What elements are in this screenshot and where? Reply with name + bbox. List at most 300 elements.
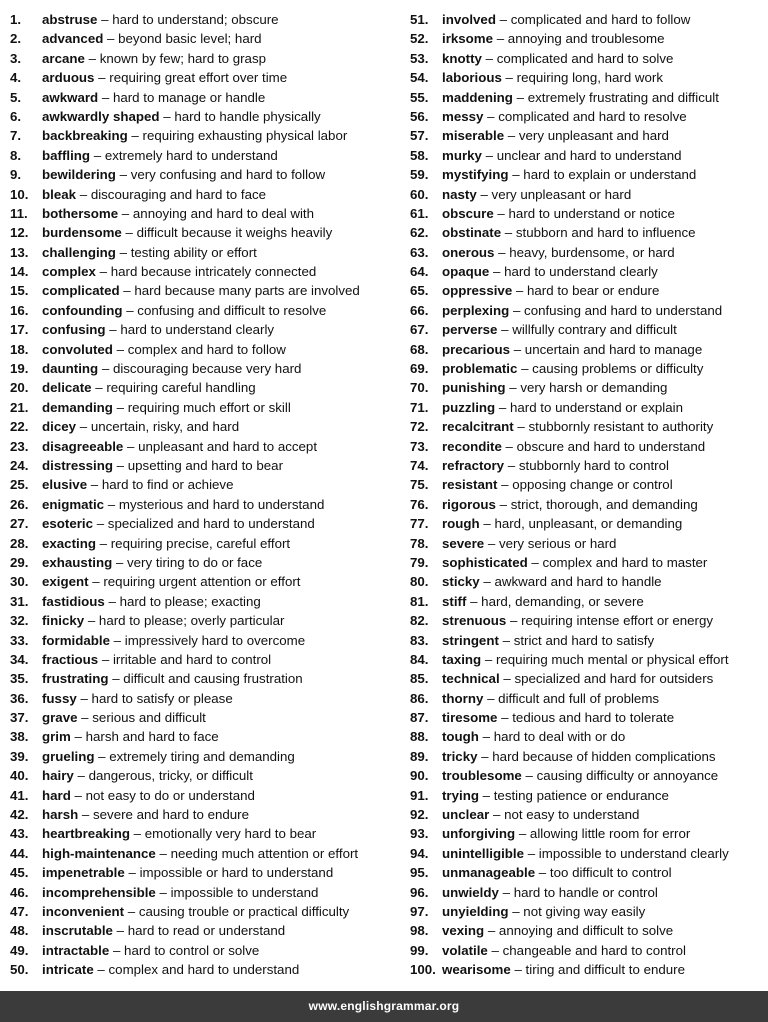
item-separator: –: [97, 12, 113, 27]
list-item: [410, 553, 762, 572]
item-number: 65.: [410, 283, 429, 299]
list-item: [10, 689, 402, 708]
item-number: 55.: [410, 89, 429, 105]
item-separator: –: [505, 380, 521, 396]
item-definition: testing patience or endurance: [493, 787, 669, 803]
list-item: [10, 320, 402, 339]
item-word: baffling: [42, 147, 91, 163]
list-item: [410, 960, 762, 979]
item-definition: requiring much effort or skill: [127, 399, 291, 415]
list-item: [10, 921, 402, 940]
item-separator: –: [76, 419, 91, 435]
item-number: 100.: [410, 962, 436, 978]
item-number: 35.: [10, 671, 29, 687]
word-list-column-left: [10, 10, 402, 980]
item-word: exacting: [42, 535, 96, 551]
item-word: opaque: [442, 264, 490, 280]
item-number: 80.: [410, 574, 429, 590]
item-separator: –: [159, 108, 175, 124]
item-definition: emotionally very hard to bear: [144, 826, 317, 842]
list-item: [10, 669, 402, 688]
item-separator: –: [112, 457, 128, 473]
item-definition: causing problems or difficulty: [532, 361, 704, 377]
item-definition: hard to deal with or do: [493, 729, 626, 745]
item-word: convoluted: [42, 341, 113, 357]
item-word: intricate: [42, 962, 94, 978]
item-definition: tiring and difficult to endure: [525, 962, 685, 978]
item-definition: hard to manage or handle: [112, 89, 266, 105]
item-definition: stubbornly hard to control: [518, 457, 669, 473]
item-number: 95.: [410, 865, 429, 881]
list-item: [410, 417, 762, 436]
item-number: 99.: [410, 942, 429, 958]
list-item: [10, 243, 402, 262]
list-item: [410, 824, 762, 843]
list-item: [410, 592, 762, 611]
item-word: resistant: [442, 477, 498, 493]
item-word: involved: [442, 12, 496, 27]
item-definition: requiring great effort over time: [109, 70, 288, 86]
list-item: [410, 262, 762, 281]
list-item: [410, 398, 762, 417]
item-word: rough: [442, 516, 480, 532]
item-definition: irritable and hard to control: [112, 651, 272, 667]
list-item: [10, 727, 402, 746]
item-word: mystifying: [442, 167, 509, 183]
item-word: thorny: [442, 690, 484, 706]
item-definition: extremely frustrating and difficult: [527, 89, 719, 105]
item-separator: –: [112, 554, 127, 570]
list-item: [410, 126, 762, 145]
list-item: [410, 10, 762, 29]
item-definition: hard to find or achieve: [101, 477, 234, 493]
item-number: 61.: [410, 205, 429, 221]
item-number: 3.: [10, 50, 22, 66]
item-separator: –: [129, 826, 145, 842]
list-item: [10, 824, 402, 843]
item-word: incomprehensible: [42, 884, 156, 900]
item-word: challenging: [42, 244, 116, 260]
item-separator: –: [495, 496, 511, 512]
item-word: fastidious: [42, 593, 105, 609]
item-number: 20.: [10, 380, 29, 396]
list-item: [10, 475, 402, 494]
item-separator: –: [98, 651, 113, 667]
item-definition: annoying and hard to deal with: [132, 205, 315, 221]
item-word: backbreaking: [42, 128, 128, 144]
item-definition: hard to bear or endure: [527, 283, 660, 299]
item-separator: –: [481, 147, 497, 163]
list-item: [10, 378, 402, 397]
list-item: [10, 340, 402, 359]
item-definition: hard because many parts are involved: [134, 283, 360, 299]
item-number: 38.: [10, 729, 29, 745]
item-separator: –: [483, 108, 499, 124]
list-item: [410, 669, 762, 688]
item-definition: uncertain, risky, and hard: [90, 419, 240, 435]
item-word: grueling: [42, 748, 95, 764]
item-word: obscure: [442, 205, 494, 221]
item-number: 36.: [10, 690, 29, 706]
item-word: formidable: [42, 632, 110, 648]
item-number: 91.: [410, 787, 429, 803]
item-definition: specialized and hard to understand: [107, 516, 315, 532]
item-separator: –: [95, 535, 111, 551]
item-number: 8.: [10, 147, 22, 163]
item-definition: hard because intricately connected: [110, 264, 317, 280]
item-word: recondite: [442, 438, 502, 454]
list-item: [10, 185, 402, 204]
item-definition: very confusing and hard to follow: [130, 167, 326, 183]
item-number: 26.: [10, 496, 29, 512]
item-separator: –: [115, 167, 131, 183]
list-item: [10, 49, 402, 68]
item-definition: hard to satisfy or please: [91, 690, 233, 706]
item-number: 21.: [10, 399, 29, 415]
list-item: [410, 786, 762, 805]
item-number: 50.: [10, 962, 29, 978]
list-item: [10, 68, 402, 87]
item-word: abstruse: [42, 12, 98, 27]
item-separator: –: [76, 690, 92, 706]
item-separator: –: [155, 884, 171, 900]
item-separator: –: [487, 942, 503, 958]
item-definition: hard to read or understand: [127, 923, 286, 939]
item-number: 48.: [10, 923, 29, 939]
item-number: 37.: [10, 710, 29, 726]
list-item: [10, 883, 402, 902]
item-separator: –: [118, 205, 133, 221]
list-item: [10, 437, 402, 456]
item-number: 31.: [10, 593, 29, 609]
item-definition: difficult and full of problems: [498, 690, 660, 706]
item-definition: extremely hard to understand: [104, 147, 278, 163]
item-separator: –: [535, 865, 550, 881]
item-number: 84.: [410, 651, 429, 667]
item-number: 92.: [410, 807, 429, 823]
item-number: 47.: [10, 903, 29, 919]
list-item: [10, 107, 402, 126]
item-separator: –: [506, 613, 522, 629]
item-separator: –: [104, 496, 119, 512]
list-item: [10, 650, 402, 669]
list-item: [10, 553, 402, 572]
item-number: 29.: [10, 554, 29, 570]
item-number: 49.: [10, 942, 29, 958]
item-separator: –: [70, 729, 86, 745]
list-item: [410, 301, 762, 320]
item-word: impenetrable: [42, 865, 125, 881]
item-number: 42.: [10, 807, 29, 823]
item-separator: –: [489, 807, 505, 823]
item-number: 33.: [10, 632, 29, 648]
item-separator: –: [93, 962, 109, 978]
item-definition: unpleasant and hard to accept: [138, 438, 318, 454]
item-word: tiresome: [442, 710, 498, 726]
footer-bar: [0, 991, 768, 1022]
item-separator: –: [513, 419, 529, 435]
item-number: 85.: [410, 671, 429, 687]
item-number: 82.: [410, 613, 429, 629]
item-definition: obscure and hard to understand: [516, 438, 706, 454]
item-separator: –: [504, 128, 519, 144]
item-definition: hard to please; exacting: [119, 593, 261, 609]
item-number: 44.: [10, 845, 29, 861]
list-item: [10, 495, 402, 514]
list-item: [410, 456, 762, 475]
item-word: delicate: [42, 380, 92, 396]
list-item: [10, 766, 402, 785]
item-number: 11.: [10, 205, 28, 221]
item-word: esoteric: [42, 516, 93, 532]
list-item: [10, 534, 402, 553]
item-separator: –: [504, 457, 519, 473]
list-item: [10, 456, 402, 475]
item-definition: requiring intense effort or energy: [521, 613, 714, 629]
item-word: unforgiving: [442, 826, 516, 842]
item-word: taxing: [442, 651, 482, 667]
item-word: irksome: [442, 31, 493, 47]
item-word: dicey: [42, 419, 77, 435]
item-word: disagreeable: [42, 438, 124, 454]
item-definition: hard to handle physically: [174, 108, 321, 124]
item-word: rigorous: [442, 496, 496, 512]
item-definition: complicated and hard to resolve: [498, 108, 687, 124]
item-separator: –: [497, 477, 513, 493]
item-definition: complicated and hard to follow: [510, 12, 691, 27]
item-separator: –: [94, 70, 110, 86]
item-separator: –: [103, 31, 119, 47]
item-separator: –: [495, 12, 511, 27]
item-word: wearisome: [442, 962, 511, 978]
item-number: 79.: [410, 554, 429, 570]
list-item: [410, 146, 762, 165]
item-word: elusive: [42, 477, 88, 493]
item-definition: hard, unpleasant, or demanding: [494, 516, 683, 532]
item-separator: –: [90, 147, 105, 163]
item-number: 6.: [10, 108, 22, 124]
item-definition: confusing and difficult to resolve: [137, 302, 327, 318]
item-separator: –: [498, 884, 514, 900]
item-number: 10.: [10, 186, 29, 202]
item-word: enigmatic: [42, 496, 105, 512]
item-separator: –: [508, 167, 524, 183]
item-word: hard: [42, 787, 71, 803]
list-item: [410, 359, 762, 378]
item-definition: discouraging because very hard: [112, 361, 302, 377]
item-separator: –: [527, 554, 543, 570]
item-definition: dangerous, tricky, or difficult: [88, 768, 253, 784]
item-definition: hard to understand clearly: [504, 264, 658, 280]
item-word: laborious: [442, 70, 502, 86]
item-separator: –: [112, 341, 128, 357]
item-definition: requiring precise, careful effort: [110, 535, 291, 551]
list-item: [410, 844, 762, 863]
list-item: [10, 786, 402, 805]
item-separator: –: [501, 225, 516, 241]
item-separator: –: [501, 70, 517, 86]
item-definition: hard to control or solve: [124, 942, 260, 958]
item-separator: –: [484, 535, 499, 551]
item-separator: –: [509, 302, 525, 318]
list-item: [410, 107, 762, 126]
item-separator: –: [479, 574, 495, 590]
item-definition: annoying and troublesome: [507, 31, 665, 47]
item-separator: –: [479, 516, 495, 532]
item-word: vexing: [442, 923, 485, 939]
list-item: [410, 611, 762, 630]
item-separator: –: [517, 361, 533, 377]
list-item: [410, 49, 762, 68]
item-separator: –: [524, 845, 539, 861]
item-definition: stubbornly resistant to authority: [528, 419, 714, 435]
item-word: distressing: [42, 457, 113, 473]
item-definition: confusing and hard to understand: [524, 302, 723, 318]
list-item: [410, 921, 762, 940]
item-definition: specialized and hard for outsiders: [514, 671, 714, 687]
item-separator: –: [478, 729, 494, 745]
item-definition: known by few; hard to grasp: [99, 50, 266, 66]
item-number: 32.: [10, 613, 29, 629]
item-number: 57.: [410, 128, 429, 144]
list-item: [10, 223, 402, 242]
item-number: 72.: [410, 419, 429, 435]
item-number: 51.: [410, 12, 429, 27]
item-definition: allowing little room for error: [529, 826, 691, 842]
item-number: 27.: [10, 516, 29, 532]
item-number: 2.: [10, 31, 22, 47]
item-number: 70.: [410, 380, 429, 396]
item-word: maddening: [442, 89, 513, 105]
list-item: [10, 611, 402, 630]
item-separator: –: [489, 264, 505, 280]
list-item: [410, 514, 762, 533]
item-number: 78.: [410, 535, 429, 551]
item-word: finicky: [42, 613, 85, 629]
item-definition: upsetting and hard to bear: [127, 457, 283, 473]
item-number: 1.: [10, 12, 22, 27]
item-definition: awkward and hard to handle: [494, 574, 662, 590]
item-word: strenuous: [442, 613, 507, 629]
item-word: oppressive: [442, 283, 513, 299]
item-definition: complicated and hard to solve: [496, 50, 674, 66]
item-number: 17.: [10, 322, 29, 338]
list-item: [410, 495, 762, 514]
item-separator: –: [94, 748, 110, 764]
item-word: unclear: [442, 807, 490, 823]
item-definition: testing ability or effort: [130, 244, 257, 260]
item-number: 69.: [410, 361, 429, 377]
item-definition: stubborn and hard to influence: [515, 225, 696, 241]
item-definition: complex and hard to understand: [108, 962, 300, 978]
item-word: severe: [442, 535, 485, 551]
item-number: 90.: [410, 768, 429, 784]
item-definition: requiring exhausting physical labor: [142, 128, 348, 144]
item-definition: harsh and hard to face: [85, 729, 219, 745]
list-item: [410, 340, 762, 359]
item-number: 64.: [410, 264, 429, 280]
item-number: 74.: [410, 457, 429, 473]
item-word: hairy: [42, 768, 74, 784]
item-separator: –: [70, 787, 86, 803]
item-definition: uncertain and hard to manage: [524, 341, 703, 357]
list-item: [410, 747, 762, 766]
item-number: 86.: [410, 690, 429, 706]
item-definition: not giving way easily: [523, 903, 646, 919]
footer-url[interactable]: www.englishgrammar.org: [308, 999, 460, 1013]
item-word: high-maintenance: [42, 845, 156, 861]
item-definition: hard because of hidden complications: [492, 748, 716, 764]
list-item: [10, 29, 402, 48]
item-number: 9.: [10, 167, 22, 183]
item-separator: –: [495, 399, 510, 415]
item-separator: –: [112, 399, 128, 415]
item-number: 88.: [410, 729, 429, 745]
item-definition: impossible to understand: [170, 884, 319, 900]
item-separator: –: [512, 283, 528, 299]
list-item: [10, 204, 402, 223]
item-definition: complex and hard to master: [542, 554, 708, 570]
list-item: [10, 10, 402, 29]
item-number: 63.: [410, 244, 429, 260]
list-item: [410, 727, 762, 746]
item-definition: requiring urgent attention or effort: [103, 574, 301, 590]
item-separator: –: [124, 903, 139, 919]
item-separator: –: [87, 477, 102, 493]
item-definition: very unpleasant and hard: [518, 128, 669, 144]
item-separator: –: [104, 593, 120, 609]
item-number: 68.: [410, 341, 429, 357]
item-word: miserable: [442, 128, 505, 144]
item-word: punishing: [442, 380, 506, 396]
item-definition: hard to understand clearly: [120, 322, 275, 338]
item-definition: strict and hard to satisfy: [513, 632, 655, 648]
item-definition: impressively hard to overcome: [124, 632, 306, 648]
item-separator: –: [481, 651, 496, 667]
item-separator: –: [98, 361, 113, 377]
item-definition: annoying and difficult to solve: [498, 923, 674, 939]
item-separator: –: [76, 186, 91, 202]
item-definition: requiring long, hard work: [516, 70, 663, 86]
item-word: arcane: [42, 50, 85, 66]
list-item: [410, 572, 762, 591]
item-number: 53.: [410, 50, 429, 66]
item-word: messy: [442, 108, 484, 124]
item-number: 4.: [10, 70, 22, 86]
list-item: [10, 572, 402, 591]
item-definition: needing much attention or effort: [170, 845, 359, 861]
item-separator: –: [483, 690, 499, 706]
item-number: 96.: [410, 884, 429, 900]
item-definition: causing trouble or practical difficulty: [138, 903, 350, 919]
list-item: [10, 863, 402, 882]
item-number: 93.: [410, 826, 429, 842]
item-number: 30.: [10, 574, 29, 590]
list-item: [10, 359, 402, 378]
item-separator: –: [109, 632, 125, 648]
list-item: [410, 29, 762, 48]
list-item: [410, 863, 762, 882]
item-number: 83.: [410, 632, 429, 648]
item-number: 81.: [410, 593, 429, 609]
item-definition: opposing change or control: [512, 477, 673, 493]
item-word: tough: [442, 729, 479, 745]
item-number: 7.: [10, 128, 22, 144]
item-word: onerous: [442, 244, 495, 260]
list-item: [10, 165, 402, 184]
item-word: unintelligible: [442, 845, 524, 861]
item-separator: –: [476, 186, 492, 202]
